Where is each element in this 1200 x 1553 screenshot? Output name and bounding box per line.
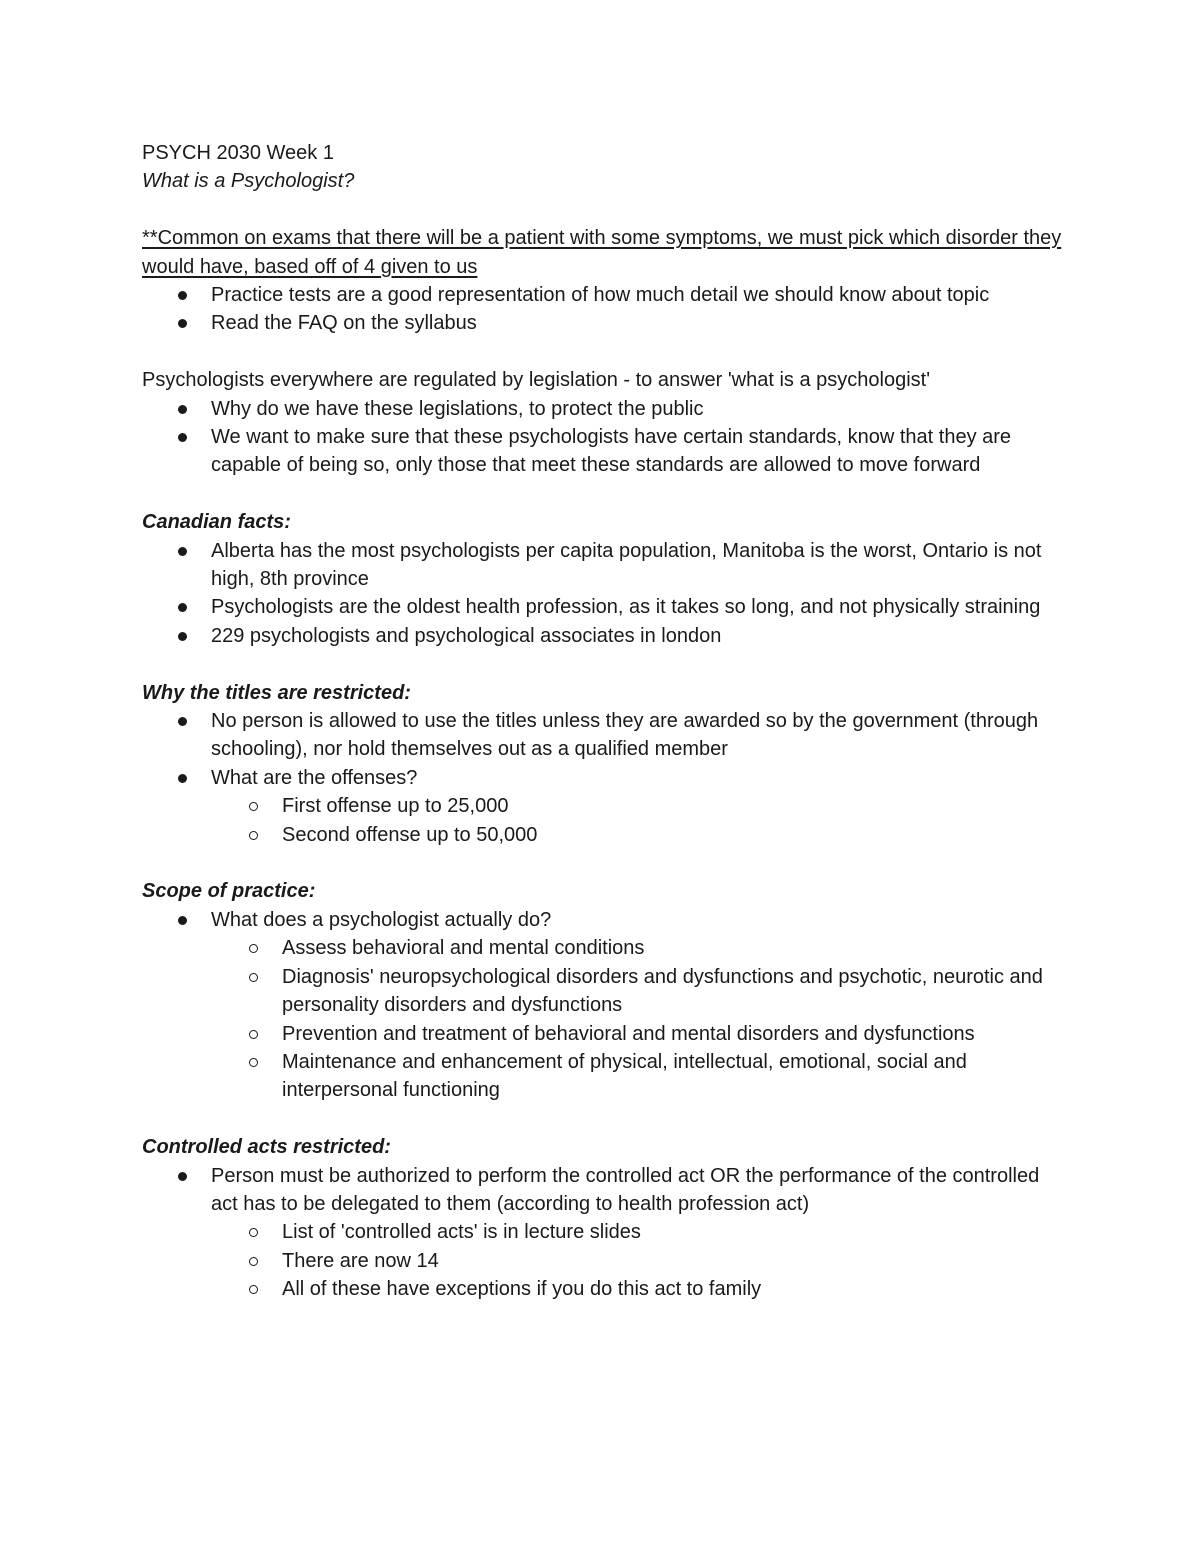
bullet-circle-icon — [249, 1228, 258, 1237]
section-heading-titles: Why the titles are restricted: — [142, 681, 411, 704]
legislation-intro: Psychologists everywhere are regulated by legislation - to answer 'what is a psychologist' — [142, 369, 931, 392]
legislation-bullet-list — [142, 395, 1062, 480]
spacer — [142, 849, 1062, 877]
list-item: Read the FAQ on the syllabus — [142, 309, 1062, 337]
list-item: We want to make sure that these psychologists have certain standards, know that they are capable of being so, only those that meet these standards are allowed to move forward — [142, 423, 1062, 480]
scope-sub-list — [142, 934, 1062, 1104]
bullet-circle-icon — [249, 944, 258, 953]
list-item: Psychologists are the oldest health profession, as it takes so long, and not physically straining — [142, 593, 1062, 621]
titles-bullet-list — [142, 707, 1062, 792]
bullet-circle-icon — [249, 1257, 258, 1266]
offenses-sub-list — [142, 792, 1062, 849]
bullet-circle-icon — [249, 831, 258, 840]
section-heading-controlled: Controlled acts restricted: — [142, 1136, 391, 1159]
spacer — [142, 338, 1062, 366]
controlled-sub-list — [142, 1218, 1062, 1303]
list-item: Why do we have these legislations, to protect the public — [142, 395, 1062, 423]
list-item: First offense up to 25,000 — [142, 792, 1062, 820]
page-title: PSYCH 2030 Week 1 — [142, 142, 334, 164]
list-item: Person must be authorized to perform the controlled act OR the performance of the controlled act has to be delegated to them (according to health profession act) — [142, 1162, 1062, 1219]
spacer — [142, 480, 1062, 508]
canadian-bullet-list — [142, 537, 1062, 651]
list-item: What are the offenses? — [142, 764, 1062, 792]
list-item: Alberta has the most psychologists per capita population, Manitoba is the worst, Ontario is not high, 8th province — [142, 537, 1062, 594]
bullet-dot-icon — [178, 405, 187, 414]
list-item: List of 'controlled acts' is in lecture slides — [142, 1218, 1062, 1246]
bullet-dot-icon — [178, 603, 187, 612]
bullet-dot-icon — [178, 632, 187, 641]
list-item: Maintenance and enhancement of physical, intellectual, emotional, social and interpersonal functioning — [142, 1048, 1062, 1105]
bullet-dot-icon — [178, 1172, 187, 1181]
bullet-dot-icon — [178, 433, 187, 442]
exam-bullet-list — [142, 281, 1062, 338]
list-item: There are now 14 — [142, 1247, 1062, 1275]
bullet-dot-icon — [178, 319, 187, 328]
list-item: Second offense up to 50,000 — [142, 821, 1062, 849]
spacer — [142, 650, 1062, 678]
section-heading-scope: Scope of practice: — [142, 880, 316, 903]
list-item: Diagnosis' neuropsychological disorders and dysfunctions and psychotic, neurotic and personality disorders and dysfunctions — [142, 963, 1062, 1020]
bullet-circle-icon — [249, 973, 258, 982]
bullet-circle-icon — [249, 1030, 258, 1039]
bullet-circle-icon — [249, 1058, 258, 1067]
spacer — [142, 1105, 1062, 1133]
bullet-circle-icon — [249, 802, 258, 811]
page-subtitle: What is a Psychologist? — [142, 170, 355, 193]
bullet-circle-icon — [249, 1285, 258, 1294]
list-item: Practice tests are a good representation of how much detail we should know about topic — [142, 281, 1062, 309]
section-heading-canadian: Canadian facts: — [142, 511, 291, 534]
controlled-bullet-list — [142, 1162, 1062, 1219]
list-item: What does a psychologist actually do? — [142, 906, 1062, 934]
list-item: Prevention and treatment of behavioral and mental disorders and dysfunctions — [142, 1020, 1062, 1048]
spacer — [142, 196, 1062, 224]
list-item: All of these have exceptions if you do this act to family — [142, 1275, 1062, 1303]
exam-note: **Common on exams that there will be a patient with some symptoms, we must pick which disorder they would have, based off of 4 given to us — [142, 227, 1062, 278]
list-item: 229 psychologists and psychological associates in london — [142, 622, 1062, 650]
bullet-dot-icon — [178, 291, 187, 300]
list-item: Assess behavioral and mental conditions — [142, 934, 1062, 962]
bullet-dot-icon — [178, 547, 187, 556]
bullet-dot-icon — [178, 916, 187, 925]
bullet-dot-icon — [178, 717, 187, 726]
scope-bullet-list — [142, 906, 1062, 934]
document-body — [142, 139, 1062, 1304]
list-item: No person is allowed to use the titles unless they are awarded so by the government (through schooling), nor hold themselves out as a qualified member — [142, 707, 1062, 764]
bullet-dot-icon — [178, 774, 187, 783]
